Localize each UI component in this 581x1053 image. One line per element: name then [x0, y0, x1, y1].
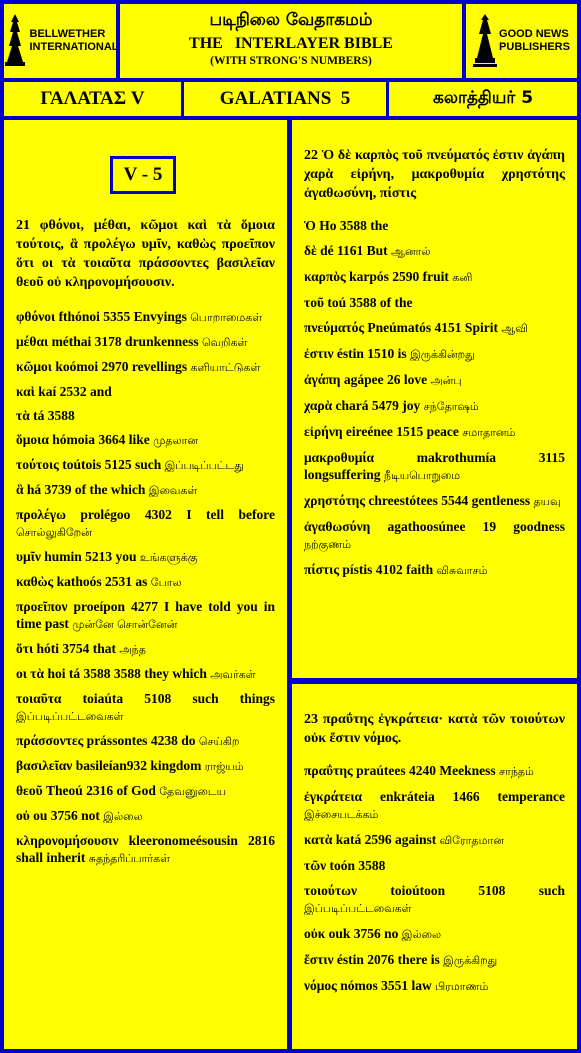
right-bottom-column	[292, 684, 577, 1049]
word-entry	[304, 449, 565, 484]
word-entry	[16, 407, 275, 424]
trumpet-angel-icon	[473, 12, 497, 70]
bellwether-icon	[2, 12, 28, 70]
word-entry-greek: κατὰ katá 2596 against	[304, 832, 437, 847]
chapter-label: V - 5	[110, 156, 176, 194]
word-entry-greek: εἰρήνη eireénee 1515 peace	[304, 424, 459, 439]
word-entry	[304, 217, 565, 234]
word-entry-tamil: வெறிகள்	[201, 336, 248, 349]
word-entry-tamil: ஆவி	[501, 322, 528, 335]
word-entry	[304, 371, 565, 389]
word-entry-tamil: சொல்லுகிறேன்	[16, 526, 92, 539]
word-entry-tamil: இவைகள்	[148, 484, 198, 497]
left-column	[4, 120, 287, 1049]
word-entry	[304, 977, 565, 995]
word-entry-tamil: அவர்கள்	[210, 668, 256, 681]
word-entry	[304, 951, 565, 969]
word-entry	[304, 925, 565, 943]
word-entry-tamil: போல	[150, 576, 182, 589]
word-entry-greek: πίστις pístis 4102 faith	[304, 562, 434, 577]
word-entry-tamil: முதலான	[153, 434, 199, 447]
book-greek: ΓΑΛΑΤΑΣ V	[4, 82, 181, 116]
word-entry-tamil: இச்சையடக்கம்	[304, 808, 379, 821]
word-entry-tamil: நீடியபொறுமை	[383, 469, 461, 482]
logo-right-line2: PUBLISHERS	[499, 41, 570, 53]
word-entry-tamil: சமாதானம்	[462, 426, 516, 439]
word-entry-tamil: சாந்தம்	[498, 765, 534, 778]
word-entry	[16, 308, 275, 326]
right-top-column	[292, 120, 577, 678]
word-entry	[16, 548, 275, 566]
right-top-entry-list	[304, 217, 565, 579]
word-entry-greek: ἀγαθωσύνη agathoosúnee 19 goodness	[304, 519, 565, 534]
word-entry-greek: φθόνοι fthónoi 5355 Envyings	[16, 309, 187, 324]
verse-22-text: 22 Ὁ δὲ καρπὸς τοῦ πνεύματός ἐστιν ἀγάπη χαρὰ εἰρήνη, μακροθυμία χρηστότης ἀγαθωσύνη, πίστις	[304, 148, 565, 201]
word-entry-tamil: சந்தோஷம்	[423, 400, 479, 413]
word-entry	[304, 345, 565, 363]
word-entry	[16, 456, 275, 474]
word-entry	[16, 665, 275, 683]
word-entry-greek: ἀγάπη agápee 26 love	[304, 372, 428, 387]
word-entry-tamil: பிரமாணம்	[435, 980, 489, 993]
word-entry-greek: μέθαι méthai 3178 drunkenness	[16, 334, 199, 349]
word-entry-greek: τὰ tá 3588	[16, 408, 75, 423]
word-entry-greek: κῶμοι koómoi 2970 revellings	[16, 359, 188, 374]
word-entry	[304, 268, 565, 286]
word-entry	[304, 788, 565, 823]
word-entry-greek: προεῖπον proeípon 4277 I have told you in time past	[16, 599, 275, 631]
word-entry	[16, 640, 275, 658]
word-entry	[16, 690, 275, 725]
word-entry-tamil: ஆனால்	[391, 245, 431, 258]
word-entry-greek: ἔστιν éstin 2076 there is	[304, 952, 440, 967]
word-entry-greek: χαρὰ chará 5479 joy	[304, 398, 421, 413]
word-entry	[16, 732, 275, 750]
word-entry	[16, 358, 275, 376]
verse-23-text: 23 πραΰτης ἐγκράτεια· κατὰ τῶν τοιούτων οὐκ ἔστιν νόμος.	[304, 712, 565, 746]
word-entry-greek: οὐ ou 3756 not	[16, 808, 100, 823]
word-entry	[304, 561, 565, 579]
word-entry-greek: οὐκ ouk 3756 no	[304, 926, 399, 941]
word-entry-tamil: நற்குணம்	[304, 538, 352, 551]
word-entry	[304, 294, 565, 311]
word-entry	[16, 506, 275, 541]
word-entry-greek: καρπὸς karpós 2590 fruit	[304, 269, 449, 284]
word-entry-greek: πράσσοντες prássontes 4238 do	[16, 733, 196, 748]
word-entry	[304, 423, 565, 441]
word-entry	[16, 598, 275, 633]
word-entry	[304, 831, 565, 849]
word-entry-greek: δὲ dé 1161 But	[304, 243, 388, 258]
word-entry	[16, 383, 275, 400]
word-entry-greek: πραΰτης praútees 4240 Meekness	[304, 763, 496, 778]
word-entry	[304, 762, 565, 780]
word-entry-tamil: உங்களுக்கு	[139, 551, 198, 564]
word-entry-greek: προλέγω prolégoo 4302 I tell before	[16, 507, 275, 522]
word-entry-greek: τοιαῦτα toiaúta 5108 such things	[16, 691, 275, 706]
word-entry-tamil: இல்லை	[103, 810, 143, 823]
left-entry-list	[16, 308, 275, 867]
word-entry-tamil: களியாட்டுகள்	[190, 361, 261, 374]
logo-left	[4, 4, 119, 78]
word-entry-greek: υμῖν humin 5213 you	[16, 549, 137, 564]
word-entry-greek: κληρονομήσουσιν kleeronomeésousin 2816 shall inherit	[16, 833, 275, 865]
word-entry-greek: τούτοις toútois 5125 such	[16, 457, 162, 472]
word-entry	[16, 333, 275, 351]
word-entry-tamil: கனி	[452, 271, 473, 284]
word-entry-greek: μακροθυμία makrothumía 3115 longsuffering	[304, 450, 565, 482]
word-entry-greek: τῶν toón 3588	[304, 858, 386, 873]
word-entry-greek: πνεύματός Pneúmatós 4151 Spirit	[304, 320, 498, 335]
word-entry-tamil: இப்படிப்பட்டவைகள்	[304, 902, 412, 915]
word-entry-greek: βασιλεῖαν basileían932 kingdom	[16, 758, 202, 773]
word-entry	[16, 573, 275, 591]
header-title-box	[120, 4, 462, 78]
word-entry	[304, 397, 565, 415]
word-entry	[16, 782, 275, 800]
word-entry-greek: ἐγκράτεια enkráteia 1466 temperance	[304, 789, 565, 804]
word-entry-tamil: செய்கிற	[198, 735, 240, 748]
word-entry	[16, 757, 275, 775]
logo-left-line1: BELLWETHER	[29, 28, 106, 40]
word-entry-tamil: முன்னே சொன்னேன்	[72, 618, 178, 631]
word-entry-tamil: பொறாமைகள்	[190, 311, 263, 324]
word-entry-greek: καθὼς kathoós 2531 as	[16, 574, 148, 589]
word-entry	[16, 481, 275, 499]
word-entry	[304, 882, 565, 917]
title-subtitle: (WITH STRONG'S NUMBERS)	[210, 55, 372, 67]
word-entry-tamil: அந்த	[119, 643, 146, 656]
logo-left-line2: INTERNATIONAL	[29, 41, 119, 53]
word-entry-greek: θεοῦ Theoú 2316 of God	[16, 783, 156, 798]
word-entry-greek: ὅμοια hómoia 3664 like	[16, 432, 150, 447]
word-entry-greek: τοιούτων toioútoon 5108 such	[304, 883, 565, 898]
book-tamil: கலாத்தியர் 5	[389, 82, 577, 116]
right-bottom-entry-list	[304, 762, 565, 995]
word-entry-greek: ὅτι hóti 3754 that	[16, 641, 117, 656]
word-entry-greek: καὶ kaí 2532 and	[16, 384, 112, 399]
book-english: GALATIANS 5	[184, 82, 386, 116]
word-entry-greek: οι τὰ hoi tá 3588 3588 they which	[16, 666, 207, 681]
word-entry-greek: Ὁ Ho 3588 the	[304, 218, 389, 233]
word-entry-tamil: சுதந்தரிப்பார்கள்	[88, 852, 171, 865]
word-entry-tamil: தேவனுடைய	[159, 785, 227, 798]
word-entry	[16, 807, 275, 825]
logo-right-line1: GOOD NEWS	[499, 28, 569, 40]
word-entry-tamil: ராஜ்யம்	[204, 760, 244, 773]
verse-21-text: 21 φθόνοι, μέθαι, κῶμοι καὶ τὰ ὅμοια τούτοις, ἃ προλέγω υμῖν, καθὼς προεῖπον ὅτι οι τὰ τοιαῦτα πράσσοντες βασιλεῖαν θεοῦ οὐ κληρονομήσουσιν.	[16, 218, 275, 290]
word-entry-tamil: விசுவாசம்	[436, 564, 488, 577]
word-entry	[304, 857, 565, 874]
word-entry-tamil: இப்படிப்பட்டவைகள்	[16, 710, 124, 723]
logo-right	[466, 4, 577, 78]
word-entry-greek: ἐστιν éstin 1510 is	[304, 346, 407, 361]
word-entry-greek: χρηστότης chreestótees 5544 gentleness	[304, 493, 531, 508]
word-entry	[304, 319, 565, 337]
word-entry-tamil: விரோதமான	[439, 834, 504, 847]
word-entry-tamil: இருக்கிறது	[443, 954, 498, 967]
title-english: THE INTERLAYER BIBLE	[189, 35, 393, 52]
word-entry-tamil: தயவு	[533, 495, 561, 508]
word-entry-tamil: இல்லை	[401, 928, 442, 941]
word-entry-tamil: இருக்கின்றது	[410, 348, 475, 361]
word-entry	[16, 431, 275, 449]
word-entry-greek: νόμος nómos 3551 law	[304, 978, 432, 993]
word-entry	[16, 832, 275, 867]
word-entry	[304, 492, 565, 510]
word-entry-tamil: இப்படிப்பட்டது	[164, 459, 244, 472]
word-entry-greek: τοῦ toú 3588 of the	[304, 295, 413, 310]
word-entry	[304, 242, 565, 260]
word-entry-greek: ἃ há 3739 of the which	[16, 482, 146, 497]
word-entry-tamil: அன்பு	[430, 374, 462, 387]
title-tamil: படிநிலை வேதாகமம்	[209, 10, 373, 30]
word-entry	[304, 518, 565, 553]
